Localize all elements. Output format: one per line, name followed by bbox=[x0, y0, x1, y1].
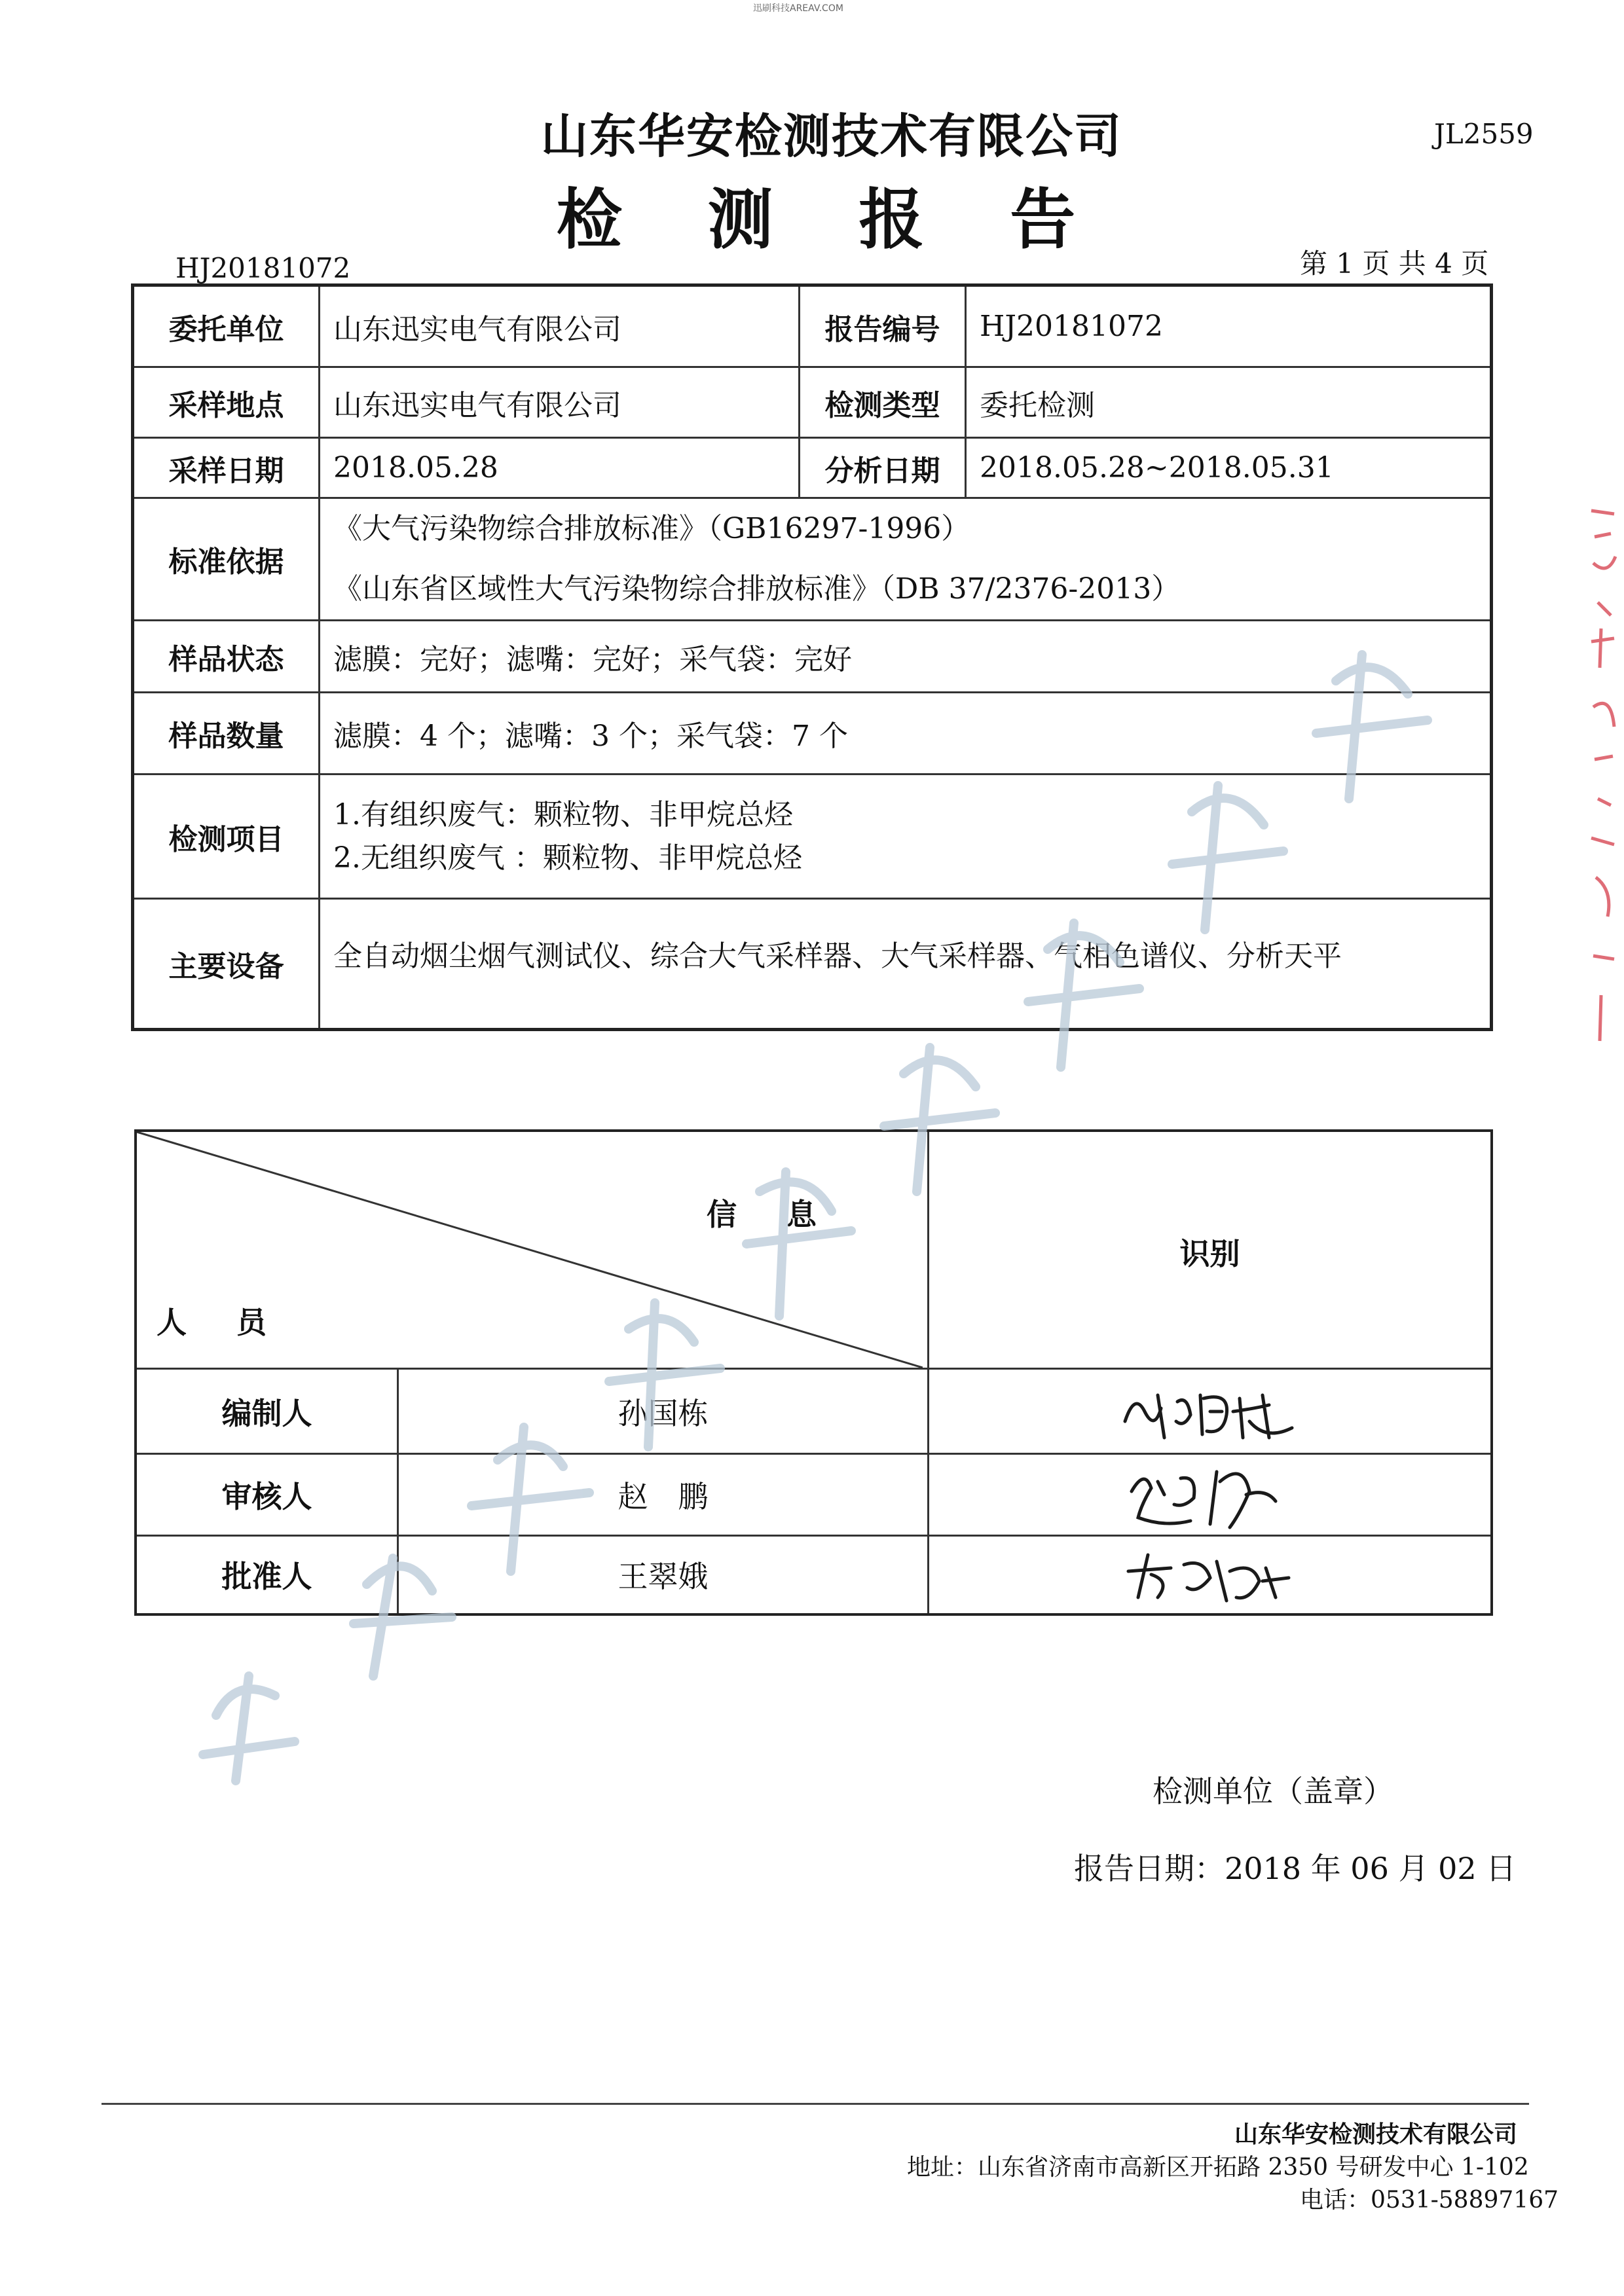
company-title: 山东华安检测技术有限公司 bbox=[540, 109, 1122, 164]
analysis-date-value: 2018.05.28~2018.05.31 bbox=[966, 438, 1492, 498]
reviewer-name: 赵 鹏 bbox=[398, 1454, 929, 1536]
table-row bbox=[136, 1454, 1492, 1536]
inspection-unit-stamp-line: 检测单位（盖章） bbox=[1153, 1774, 1393, 1809]
personnel-table bbox=[134, 1129, 1493, 1616]
table-header-row bbox=[136, 1131, 1492, 1369]
sample-qty-label: 样品数量 bbox=[133, 693, 320, 774]
reviewer-signature bbox=[929, 1454, 1492, 1536]
report-no-label: 报告编号 bbox=[800, 285, 966, 367]
standard-item: 《山东省区域性大气污染物综合排放标准》（DB 37/2376-2013） bbox=[333, 572, 1181, 606]
scanner-mark: 迅刷科技AREAV.COM bbox=[753, 3, 843, 14]
table-row bbox=[133, 693, 1492, 774]
report-number: HJ20181072 bbox=[175, 252, 351, 284]
approver-signature bbox=[929, 1536, 1492, 1614]
compiler-name: 孙国栋 bbox=[398, 1369, 929, 1454]
test-type-value: 委托检测 bbox=[966, 367, 1492, 438]
standard-label: 标准依据 bbox=[133, 498, 320, 621]
test-items-list bbox=[320, 774, 1492, 899]
table-row bbox=[133, 774, 1492, 899]
table-row bbox=[133, 367, 1492, 438]
page-indicator: 第 1 页 共 4 页 bbox=[1300, 247, 1489, 280]
standards-list bbox=[320, 498, 1492, 621]
footer-address: 地址：山东省济南市高新区开拓路 2350 号研发中心 1-102 bbox=[907, 2154, 1529, 2181]
footer-divider bbox=[101, 2103, 1529, 2105]
table-row bbox=[133, 285, 1492, 367]
identify-header: 识别 bbox=[929, 1131, 1492, 1369]
sampling-date-label: 采样日期 bbox=[133, 438, 320, 498]
site-label: 采样地点 bbox=[133, 367, 320, 438]
side-stamp-fragment bbox=[1581, 498, 1621, 1061]
test-items-label: 检测项目 bbox=[133, 774, 320, 899]
table-row bbox=[133, 621, 1492, 693]
equipment-label: 主要设备 bbox=[133, 899, 320, 1030]
client-label: 委托单位 bbox=[133, 285, 320, 367]
sample-state-label: 样品状态 bbox=[133, 621, 320, 693]
handwritten-signature bbox=[1112, 1376, 1308, 1448]
report-info-table bbox=[131, 283, 1493, 1031]
analysis-date-label: 分析日期 bbox=[800, 438, 966, 498]
info-header: 信 息 bbox=[707, 1197, 837, 1232]
footer-company: 山东华安检测技术有限公司 bbox=[1234, 2121, 1518, 2148]
diagonal-header-cell bbox=[136, 1131, 929, 1369]
handwritten-signature bbox=[1112, 1542, 1308, 1607]
sample-qty-value: 滤膜：4 个；滤嘴：3 个；采气袋：7 个 bbox=[320, 693, 1492, 774]
client-value: 山东迅实电气有限公司 bbox=[320, 285, 800, 367]
report-no-value: HJ20181072 bbox=[966, 285, 1492, 367]
people-header: 人 员 bbox=[157, 1305, 287, 1340]
report-date: 报告日期：2018 年 06 月 02 日 bbox=[1074, 1851, 1517, 1886]
handwritten-signature bbox=[1112, 1455, 1308, 1534]
table-row bbox=[133, 899, 1492, 1030]
standard-item: 《大气污染物综合排放标准》（GB16297-1996） bbox=[333, 512, 970, 545]
compiler-signature bbox=[929, 1369, 1492, 1454]
compiler-role: 编制人 bbox=[136, 1369, 398, 1454]
sample-state-value: 滤膜：完好；滤嘴：完好；采气袋：完好 bbox=[320, 621, 1492, 693]
reviewer-role: 审核人 bbox=[136, 1454, 398, 1536]
table-row bbox=[136, 1536, 1492, 1614]
footer-phone: 电话：0531-58897167 bbox=[1300, 2187, 1559, 2214]
report-title: 检 测 报 告 bbox=[556, 181, 1107, 258]
approver-name: 王翠娥 bbox=[398, 1536, 929, 1614]
table-row bbox=[133, 498, 1492, 621]
equipment-value: 全自动烟尘烟气测试仪、综合大气采样器、大气采样器、气相色谱仪、分析天平 bbox=[320, 899, 1492, 1030]
document-code: JL2559 bbox=[1434, 118, 1534, 150]
sampling-date-value: 2018.05.28 bbox=[320, 438, 800, 498]
test-type-label: 检测类型 bbox=[800, 367, 966, 438]
test-item: 1.有组织废气：颗粒物、非甲烷总烃 bbox=[333, 797, 793, 831]
test-item: 2.无组织废气 ：颗粒物、非甲烷总烃 bbox=[333, 841, 802, 875]
approver-role: 批准人 bbox=[136, 1536, 398, 1614]
table-row bbox=[133, 438, 1492, 498]
site-value: 山东迅实电气有限公司 bbox=[320, 367, 800, 438]
table-row bbox=[136, 1369, 1492, 1454]
